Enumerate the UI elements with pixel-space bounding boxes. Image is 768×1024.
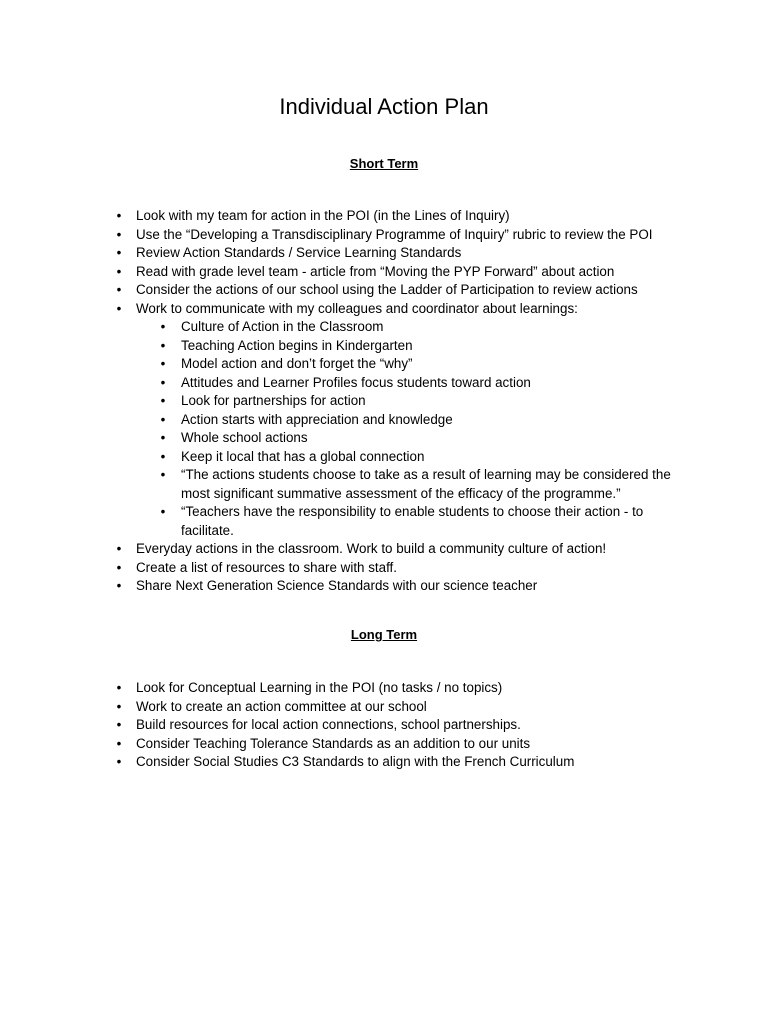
list-item [0,698,696,717]
sub-list-item [0,448,681,467]
list-item [0,735,696,754]
sub-list-item-text: Keep it local that has a global connection [181,448,425,464]
sub-list-item-text: Look for partnerships for action [181,393,366,408]
sub-list-item-text: Culture of Action in the Classroom [181,319,384,334]
list-item [0,263,696,282]
list-item-text: Look for Conceptual Learning in the POI (no tasks / no topics) [136,680,503,695]
list-item-text: Look with my team for action in the POI (in the Lines of Inquiry) [136,208,510,223]
bullet-icon: • [160,393,166,408]
bullet-icon: • [160,430,166,445]
sub-list-item [0,411,681,430]
bullet-icon: • [160,467,166,482]
bullet-icon: • [116,208,122,223]
sub-list-item-text: “Teachers have the responsibility to enable students to choose their action - to facilitate. [181,504,644,538]
sub-list-item [0,355,681,374]
bullet-icon: • [116,541,122,556]
list-item-text: Work to communicate with my colleagues and coordinator about learnings: [136,300,578,316]
list-item [0,226,696,245]
short-term-list [0,207,696,596]
long-term-heading: Long Term [350,627,418,642]
list-item-text: Share Next Generation Science Standards with our science teacher [136,578,538,593]
bullet-icon: • [116,735,122,751]
list-item [0,577,696,596]
bullet-icon: • [116,226,122,242]
bullet-icon: • [116,245,122,260]
bullet-icon: • [116,282,122,297]
short-term-heading: Short Term [349,156,419,171]
list-item-text: Read with grade level team - article from “Moving the PYP Forward” about action [136,263,615,279]
bullet-icon: • [116,754,122,769]
sub-list-item-text: Model action and don’t forget the “why” [181,356,413,371]
list-item [0,207,696,226]
list-item [0,540,696,559]
sub-list-item [0,374,681,393]
bullet-icon: • [160,319,166,334]
bullet-icon: • [116,578,122,593]
list-item-text: Consider Teaching Tolerance Standards as an addition to our units [136,735,531,751]
list-item-text: Everyday actions in the classroom. Work to build a community culture of action! [136,541,607,556]
bullet-icon: • [160,337,166,353]
sub-list-item [0,466,681,503]
bullet-icon: • [116,717,122,732]
bullet-icon: • [116,680,122,695]
bullet-icon: • [160,374,166,390]
sub-list-item-text: Whole school actions [181,430,308,445]
sub-list-item [0,429,681,448]
list-item [0,679,696,698]
long-term-list [0,679,696,772]
sub-list-item [0,503,681,540]
sub-list-item [0,337,681,356]
bullet-icon: • [116,698,122,714]
bullet-icon: • [116,263,122,279]
list-item-text: Create a list of resources to share with staff. [136,559,397,575]
document-title: Individual Action Plan [279,94,489,119]
list-item-text: Consider the actions of our school using the Ladder of Participation to review actions [136,282,638,297]
list-item [0,716,696,735]
list-item [0,559,696,578]
list-item [0,281,696,300]
sub-list-item [0,392,681,411]
bullet-icon: • [160,504,166,519]
list-item-text: Work to create an action committee at our school [136,698,427,714]
list-item-text: Consider Social Studies C3 Standards to align with the French Curriculum [136,754,575,769]
list-item [0,244,696,263]
list-item [0,300,696,319]
bullet-icon: • [160,411,166,427]
list-item-text: Review Action Standards / Service Learning Standards [136,245,462,260]
sub-list-item-text: Teaching Action begins in Kindergarten [181,337,413,353]
bullet-icon: • [160,356,166,371]
list-item-text: Use the “Developing a Transdisciplinary Programme of Inquiry” rubric to review the POI [136,226,653,242]
sub-list-item-text: Action starts with appreciation and knowledge [181,411,453,427]
list-item-text: Build resources for local action connections, school partnerships. [136,717,521,732]
list-item [0,753,696,772]
bullet-icon: • [116,559,122,575]
bullet-icon: • [160,448,166,464]
sub-list-item [0,318,681,337]
bullet-icon: • [116,300,122,316]
sub-list-item-text: “The actions students choose to take as a result of learning may be considered the most significant summative assessment of the efficacy of the programme.” [181,467,671,501]
sub-list-item-text: Attitudes and Learner Profiles focus students toward action [181,374,531,390]
